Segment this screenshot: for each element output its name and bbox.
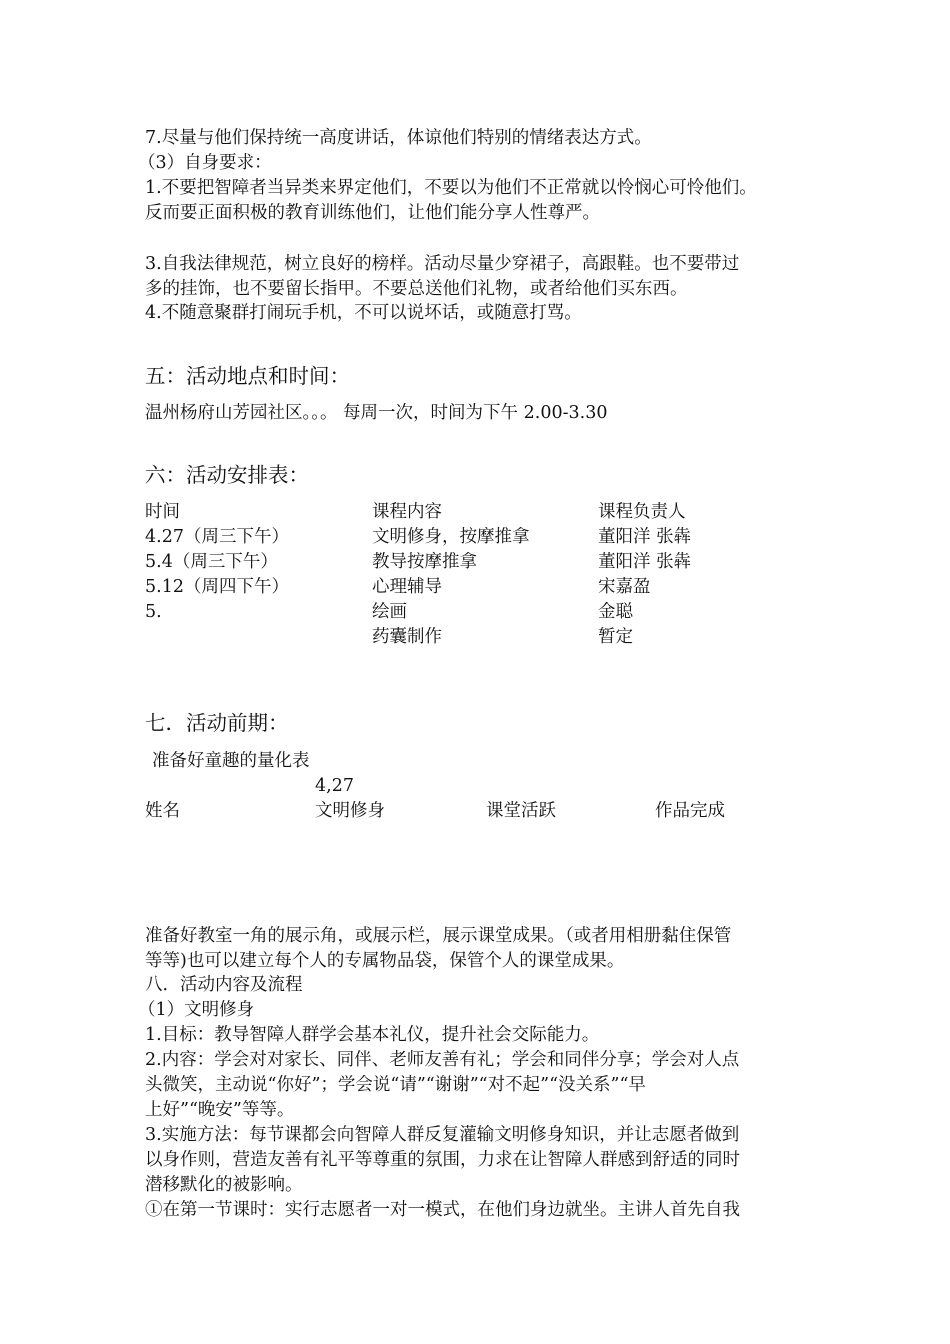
schedule-row-owner: 董阳洋 张犇 xyxy=(598,527,692,547)
schedule-row-course: 文明修身，按摩推拿 xyxy=(372,527,530,547)
schedule-header-content: 课程内容 xyxy=(372,502,442,522)
schedule-row-time: 5.12（周四下午） xyxy=(145,577,289,597)
schedule-row-course: 教导按摩推拿 xyxy=(372,552,477,572)
schedule-row-time: 4.27（周三下午） xyxy=(145,527,289,547)
subsection-1-heading: （1）文明修身 xyxy=(138,1000,255,1020)
sheet-column-name: 姓名 xyxy=(145,801,180,821)
content-line-1: 2.内容：学会对对家长、同伴、老师友善有礼；学会和同伴分享；学会对人点 xyxy=(145,1050,740,1070)
schedule-header-time: 时间 xyxy=(145,502,180,522)
schedule-row-course: 药囊制作 xyxy=(372,627,442,647)
section-6-heading: 六：活动安排表： xyxy=(145,463,309,487)
sheet-date: 4,27 xyxy=(315,776,354,796)
requirement-1-line-2: 反而要正面积极的教育训练他们，让他们能分享人性尊严。 xyxy=(145,203,600,223)
sheet-column-work-completion: 作品完成 xyxy=(655,801,725,821)
guideline-7: 7.尽量与他们保持统一高度讲话，体谅他们特别的情绪表达方式。 xyxy=(145,128,652,148)
schedule-row-time: 5.4（周三下午） xyxy=(145,552,278,572)
location-time-text: 温州杨府山芳园社区。。。 每周一次，时间为下午 2.00-3.30 xyxy=(145,403,608,423)
first-class-text: ①在第一节课时：实行志愿者一对一模式，在他们身边就坐。主讲人首先自我 xyxy=(145,1200,740,1220)
goal-text: 1.目标：教导智障人群学会基本礼仪，提升社会交际能力。 xyxy=(145,1025,600,1045)
requirement-3-line-2: 多的挂饰，也不要留长指甲。不要总送他们礼物，或者给他们买东西。 xyxy=(145,279,688,299)
method-line-1: 3.实施方法：每节课都会向智障人群反复灌输文明修身知识，并让志愿者做到 xyxy=(145,1125,740,1145)
section-5-heading: 五：活动地点和时间： xyxy=(145,364,350,388)
content-line-2: 头微笑，主动说“你好”；学会说“请”“谢谢”“对不起”“没关系”“早 xyxy=(145,1075,646,1095)
requirement-4: 4.不随意聚群打闹玩手机，不可以说坏话，或随意打骂。 xyxy=(145,303,582,323)
schedule-row-owner: 董阳洋 张犇 xyxy=(598,552,692,572)
quantification-sheet-note: 准备好童趣的量化表 xyxy=(152,751,310,771)
section-8-heading: 八．活动内容及流程 xyxy=(145,975,303,995)
content-line-3: 上好”“晚安”等等。 xyxy=(145,1100,295,1120)
schedule-row-owner: 暂定 xyxy=(598,627,633,647)
sheet-column-etiquette: 文明修身 xyxy=(315,801,385,821)
sheet-column-participation: 课堂活跃 xyxy=(486,801,556,821)
requirement-3-line-1: 3.自我法律规范，树立良好的榜样。活动尽量少穿裙子，高跟鞋。也不要带过 xyxy=(145,254,740,274)
requirement-1-line-1: 1.不要把智障者当异类来界定他们，不要以为他们不正常就以怜悯心可怜他们。 xyxy=(145,178,757,198)
section-7-heading: 七．活动前期： xyxy=(145,711,289,735)
self-requirements-heading: （3）自身要求： xyxy=(138,153,272,173)
method-line-3: 潜移默化的被影响。 xyxy=(145,1175,303,1195)
schedule-row-owner: 宋嘉盈 xyxy=(598,577,651,597)
schedule-row-course: 心理辅导 xyxy=(372,577,442,597)
display-corner-line-2: 等等)也可以建立每个人的专属物品袋，保管个人的课堂成果。 xyxy=(145,951,625,971)
schedule-header-owner: 课程负责人 xyxy=(598,502,686,522)
schedule-row-course: 绘画 xyxy=(372,602,407,622)
display-corner-line-1: 准备好教室一角的展示角，或展示栏，展示课堂成果。（或者用相册黏住保管 xyxy=(145,926,732,946)
method-line-2: 以身作则，营造友善有礼平等尊重的氛围，力求在让智障人群感到舒适的同时 xyxy=(145,1150,740,1170)
schedule-row-owner: 金聪 xyxy=(598,602,633,622)
schedule-row-time: 5. xyxy=(145,602,162,622)
